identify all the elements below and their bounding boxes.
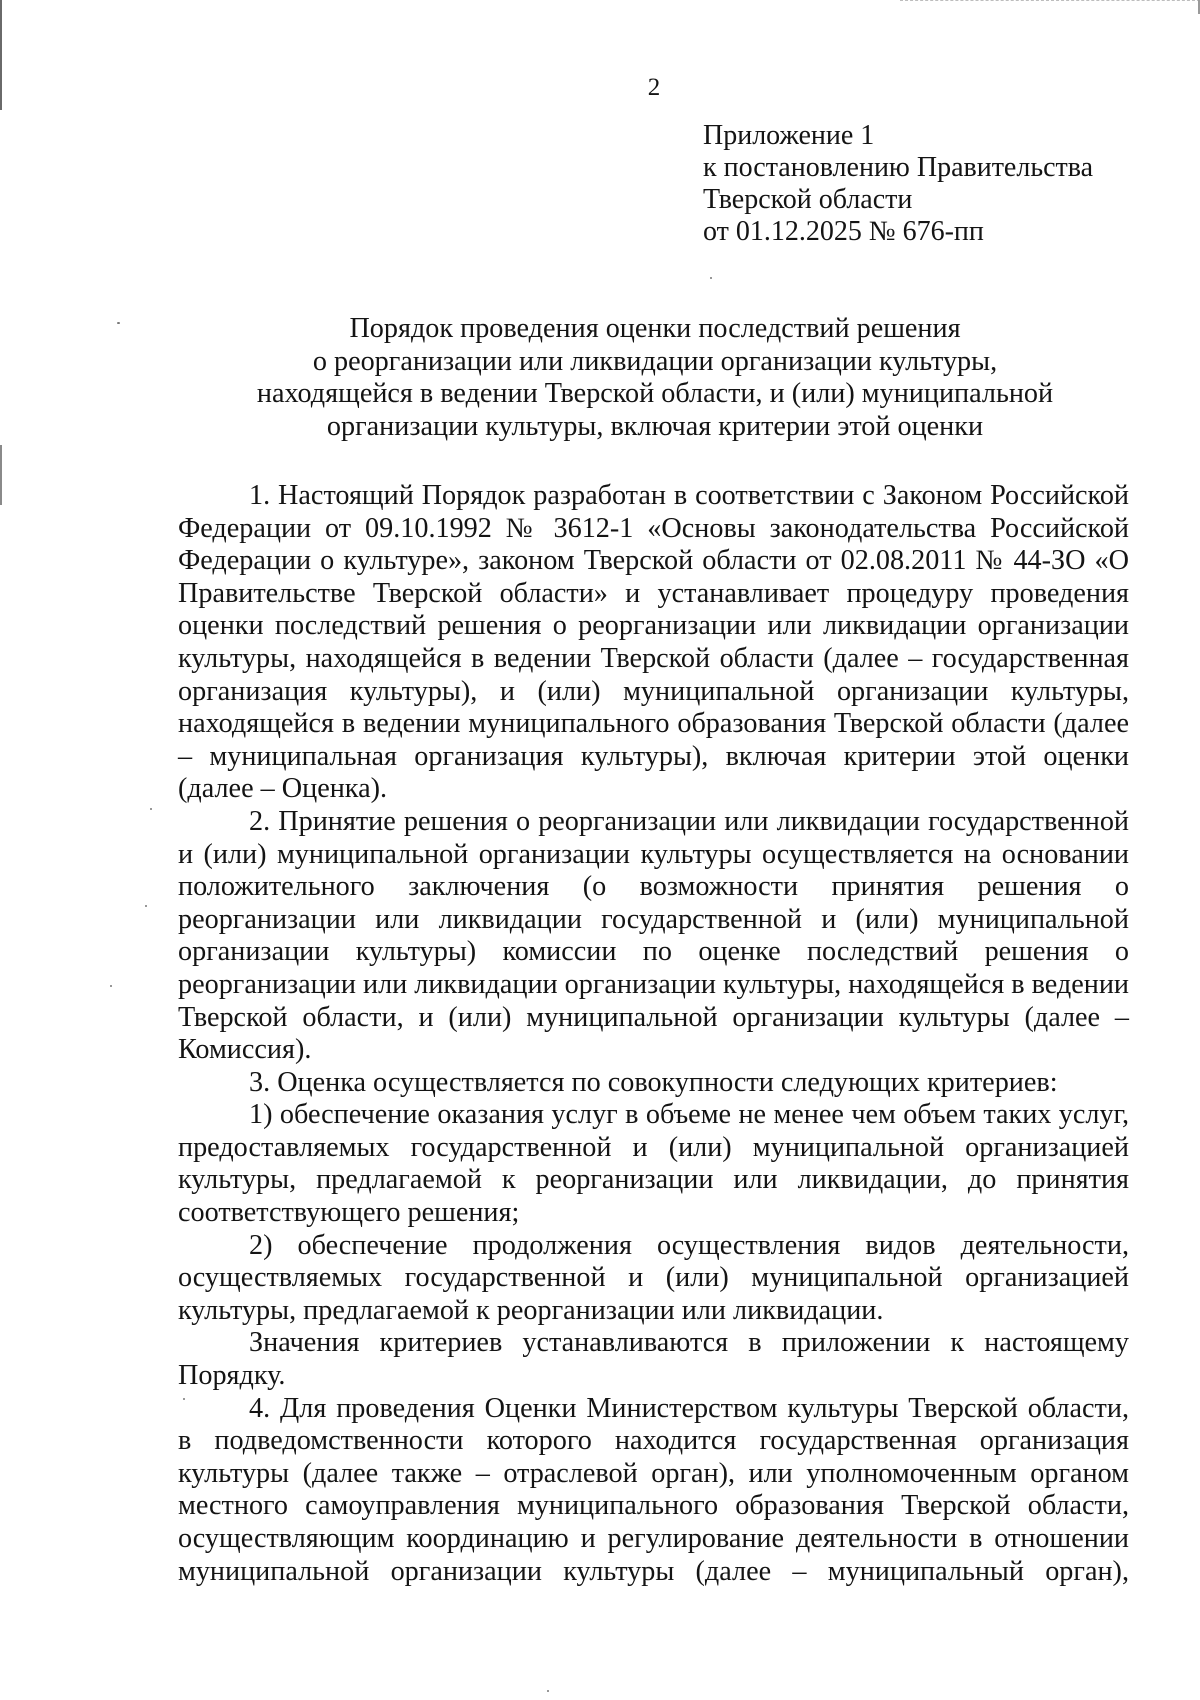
scan-speck bbox=[110, 985, 112, 987]
scan-speck bbox=[547, 1690, 549, 1692]
paragraph-2: 2. Принятие решения о реорганизации или ликвидации государственной и (или) муниципальной организации культуры осуществляется на основании положительного заключения (о возможности принятия решения о реорганизации или ликвидации государственной и (или) муниципальной организации культуры) комиссии по оценке последствий решения о реорганизации или ликвидации организации культуры, находящейся в ведении Тверской области, и (или) муниципальной организации культуры (далее – Комиссия). bbox=[178, 805, 1129, 1066]
title-line: о реорганизации или ликвидации организации культуры, bbox=[312, 345, 998, 377]
appendix-line: к постановлению Правительства bbox=[703, 152, 1094, 183]
scan-speck bbox=[117, 322, 120, 324]
scan-edge-mark bbox=[900, 0, 1200, 2]
appendix-line: от 01.12.2025 № 676-пп bbox=[703, 216, 984, 247]
paragraph-criterion-2: 2) обеспечение продолжения осуществления видов деятельности, осуществляемых государственной и (или) муниципальной организацией культуры, предлагаемой к реорганизации или ликвидации. bbox=[178, 1229, 1129, 1326]
appendix-line: Тверской области bbox=[703, 184, 913, 215]
document-body bbox=[178, 480, 1129, 1588]
title-line: организации культуры, включая критерии этой оценки bbox=[326, 410, 984, 442]
scan-speck bbox=[145, 905, 147, 907]
page-number: 2 bbox=[647, 74, 661, 101]
appendix-line: Приложение 1 bbox=[703, 120, 875, 151]
paragraph-criteria-values: Значения критериев устанавливаются в приложении к настоящему Порядку. bbox=[178, 1327, 1129, 1392]
scan-speck bbox=[183, 1398, 185, 1400]
scan-edge-mark bbox=[0, 445, 2, 505]
title-line: Порядок проведения оценки последствий решения bbox=[349, 313, 961, 344]
paragraph-4: 4. Для проведения Оценки Министерством культуры Тверской области, в подведомственности которого находится государственная организация культуры (далее также – отраслевой орган), или уполномоченным органом местного самоуправления муниципального образования Тверской области, осуществляющим координацию и регулирование деятельности в отношении муниципальной организации культуры (далее – муниципальный орган), bbox=[178, 1392, 1129, 1587]
appendix-header bbox=[703, 120, 1093, 248]
paragraph-1: 1. Настоящий Порядок разработан в соответствии с Законом Российской Федерации от 09.10.1992 № 3612-1 «Основы законодательства Российской Федерации о культуре», законом Тверской области от 02.08.2011 № 44-ЗО «О Правительстве Тверской области» и устанавливает процедуру проведения оценки последствий решения о реорганизации или ликвидации организации культуры, находящейся в ведении Тверской области (далее – государственная организация культуры), и (или) муниципальной организации культуры, находящейся в ведении муниципального образования Тверской области (далее – муниципальная организация культуры), включая критерии этой оценки (далее – Оценка). bbox=[178, 480, 1129, 805]
scan-speck bbox=[710, 277, 712, 279]
paragraph-3: 3. Оценка осуществляется по совокупности следующих критериев: bbox=[249, 1066, 1058, 1098]
scan-speck bbox=[150, 808, 152, 810]
paragraph-criterion-1: 1) обеспечение оказания услуг в объеме не менее чем объем таких услуг, предоставляемых государственной и (или) муниципальной организацией культуры, предлагаемой к реорганизации или ликвидации, до принятия соответствующего решения; bbox=[178, 1099, 1129, 1229]
title-line: находящейся в ведении Тверской области, и (или) муниципальной bbox=[256, 378, 1054, 410]
document-title bbox=[175, 313, 1135, 443]
